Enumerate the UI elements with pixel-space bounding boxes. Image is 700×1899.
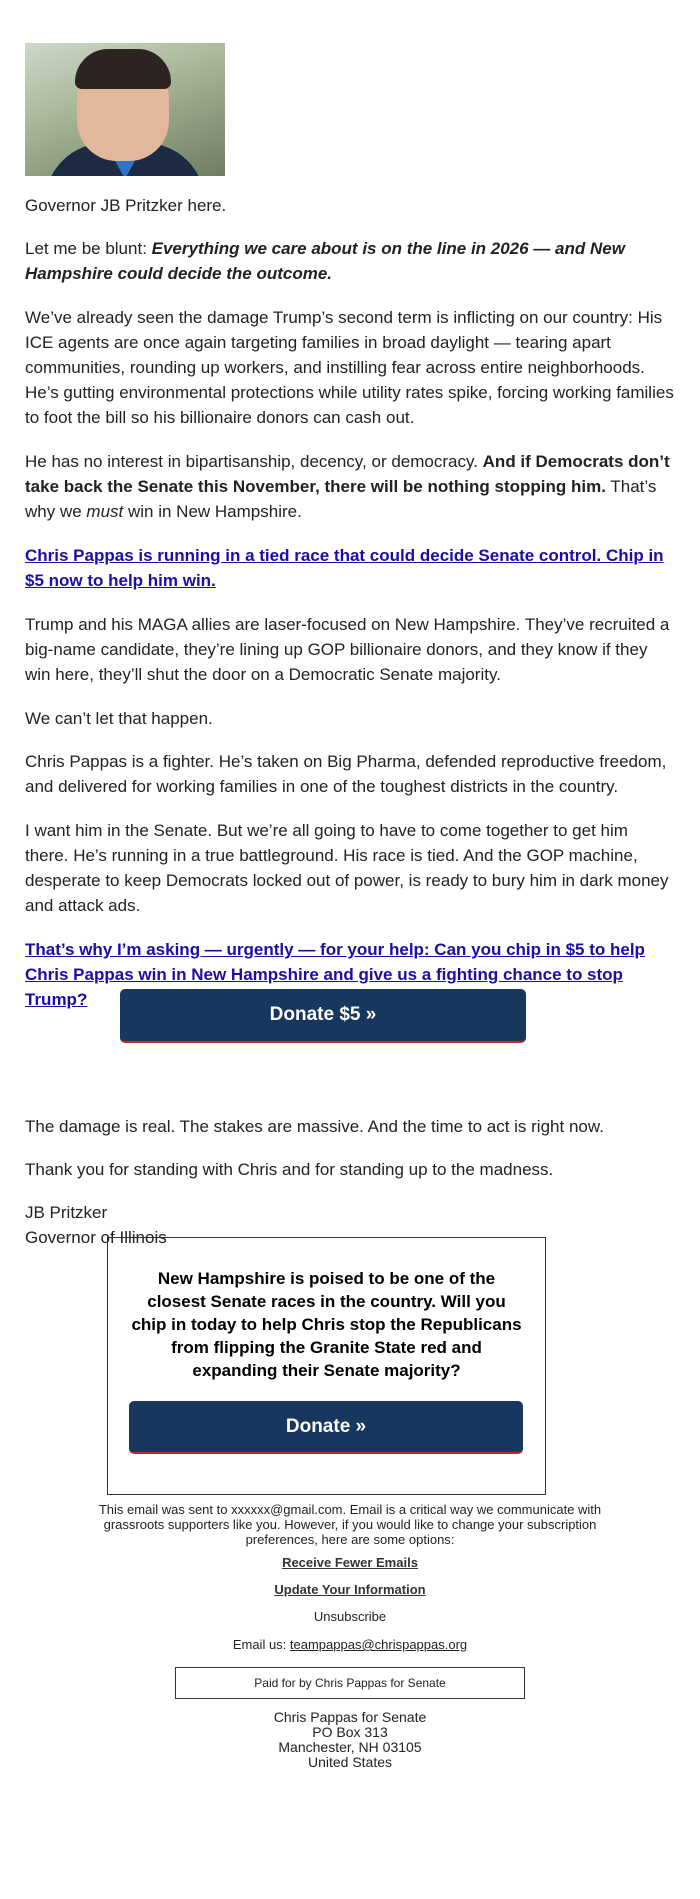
intro-line: Governor JB Pritzker here. <box>25 196 227 215</box>
maga-paragraph: Trump and his MAGA allies are laser-focused on New Hampshire. They’ve recruited a big-name candidate, they’re lining up GOP billionaire donors, and they know if they win here, they’ll shut the door on a Democratic Senate majority. <box>25 615 670 684</box>
blunt-paragraph <box>25 236 675 286</box>
address-line: PO Box 313 <box>312 1724 388 1740</box>
appeal-box <box>107 1237 546 1495</box>
senate-paragraph <box>25 449 675 524</box>
email-us-label: Email us: <box>232 1637 290 1652</box>
appeal-message: New Hampshire is poised to be one of the closest Senate races in the country. Will you chip in today to help Chris stop the Republicans from flipping the Granite State red and expanding their Senate majority? <box>131 1269 522 1380</box>
signature-title: Governor of Illinois <box>25 1228 167 1247</box>
address-line: Chris Pappas for Senate <box>273 1709 427 1725</box>
blunt-emphasis: Everything we care about is on the line in 2026 — and New Hampshire could decide the outcome. <box>25 239 625 283</box>
mailing-address <box>0 1710 700 1770</box>
pritzker-photo <box>25 43 225 176</box>
donate-5-button[interactable]: Donate $5 » <box>120 989 526 1043</box>
battleground-paragraph: I want him in the Senate. But we’re all going to have to come together to get him there. He’s running in a true battleground. His race is tied. And the GOP machine, desperate to keep Democrats locked out of power, is ready to bury him in dark money and attack ads. <box>25 821 669 915</box>
chip-in-link-2[interactable]: That’s why I’m asking — urgently — for your help: Can you chip in $5 to help Chris Pappas win in New Hampshire and give us a fighting chance to stop Trump? <box>25 940 645 1009</box>
senate-must: must <box>86 502 124 521</box>
address-line: Manchester, NH 03105 <box>278 1739 422 1755</box>
receive-fewer-emails-link[interactable]: Receive Fewer Emails <box>282 1555 418 1570</box>
blunt-lead: Let me be blunt: <box>25 239 152 258</box>
damage-paragraph: We’ve already seen the damage Trump’s second term is inflicting on our country: His ICE agents are once again targeting families in broad daylight — tearing apart communities, rounding up workers, and instilling fear across entire neighborhoods. He’s gutting environmental protections while utility rates spike, forcing working families to foot the bill so his billionaire donors can cash out. <box>25 308 674 427</box>
footer-notice-text: This email was sent to xxxxxx@gmail.com. Email is a critical way we communicate with grassroots supporters like you. However, if you would like to change your subscription preferences, here are some options: <box>98 1502 602 1547</box>
senate-a: He has no interest in bipartisanship, decency, or democracy. <box>25 452 483 471</box>
chip-in-link-1[interactable]: Chris Pappas is running in a tied race that could decide Senate control. Chip in $5 now to help him win. <box>25 546 664 590</box>
cant-let-paragraph: We can’t let that happen. <box>25 709 213 728</box>
address-line: United States <box>307 1754 393 1770</box>
senate-b: That’s why we <box>25 477 657 521</box>
thanks-paragraph: Thank you for standing with Chris and for standing up to the madness. <box>25 1160 554 1179</box>
fighter-paragraph: Chris Pappas is a fighter. He’s taken on Big Pharma, defended reproductive freedom, and delivered for working families in one of the toughest districts in the country. <box>25 752 667 796</box>
email-us <box>0 1637 700 1652</box>
email-us-link[interactable]: teampappas@chrispappas.org <box>289 1637 468 1652</box>
senate-bold: And if Democrats don’t take back the Senate this November, there will be nothing stopping him. <box>25 452 670 496</box>
senate-c: win in New Hampshire. <box>123 502 302 521</box>
signature-name: JB Pritzker <box>25 1203 108 1222</box>
unsubscribe-link[interactable]: Unsubscribe <box>313 1609 387 1624</box>
footer-notice <box>0 1502 700 1547</box>
stakes-paragraph: The damage is real. The stakes are massive. And the time to act is right now. <box>25 1117 604 1136</box>
update-information-link[interactable]: Update Your Information <box>274 1582 426 1597</box>
photo-hair <box>75 49 171 89</box>
paid-for-disclaimer: Paid for by Chris Pappas for Senate <box>175 1667 525 1699</box>
donate-button[interactable]: Donate » <box>129 1401 523 1454</box>
